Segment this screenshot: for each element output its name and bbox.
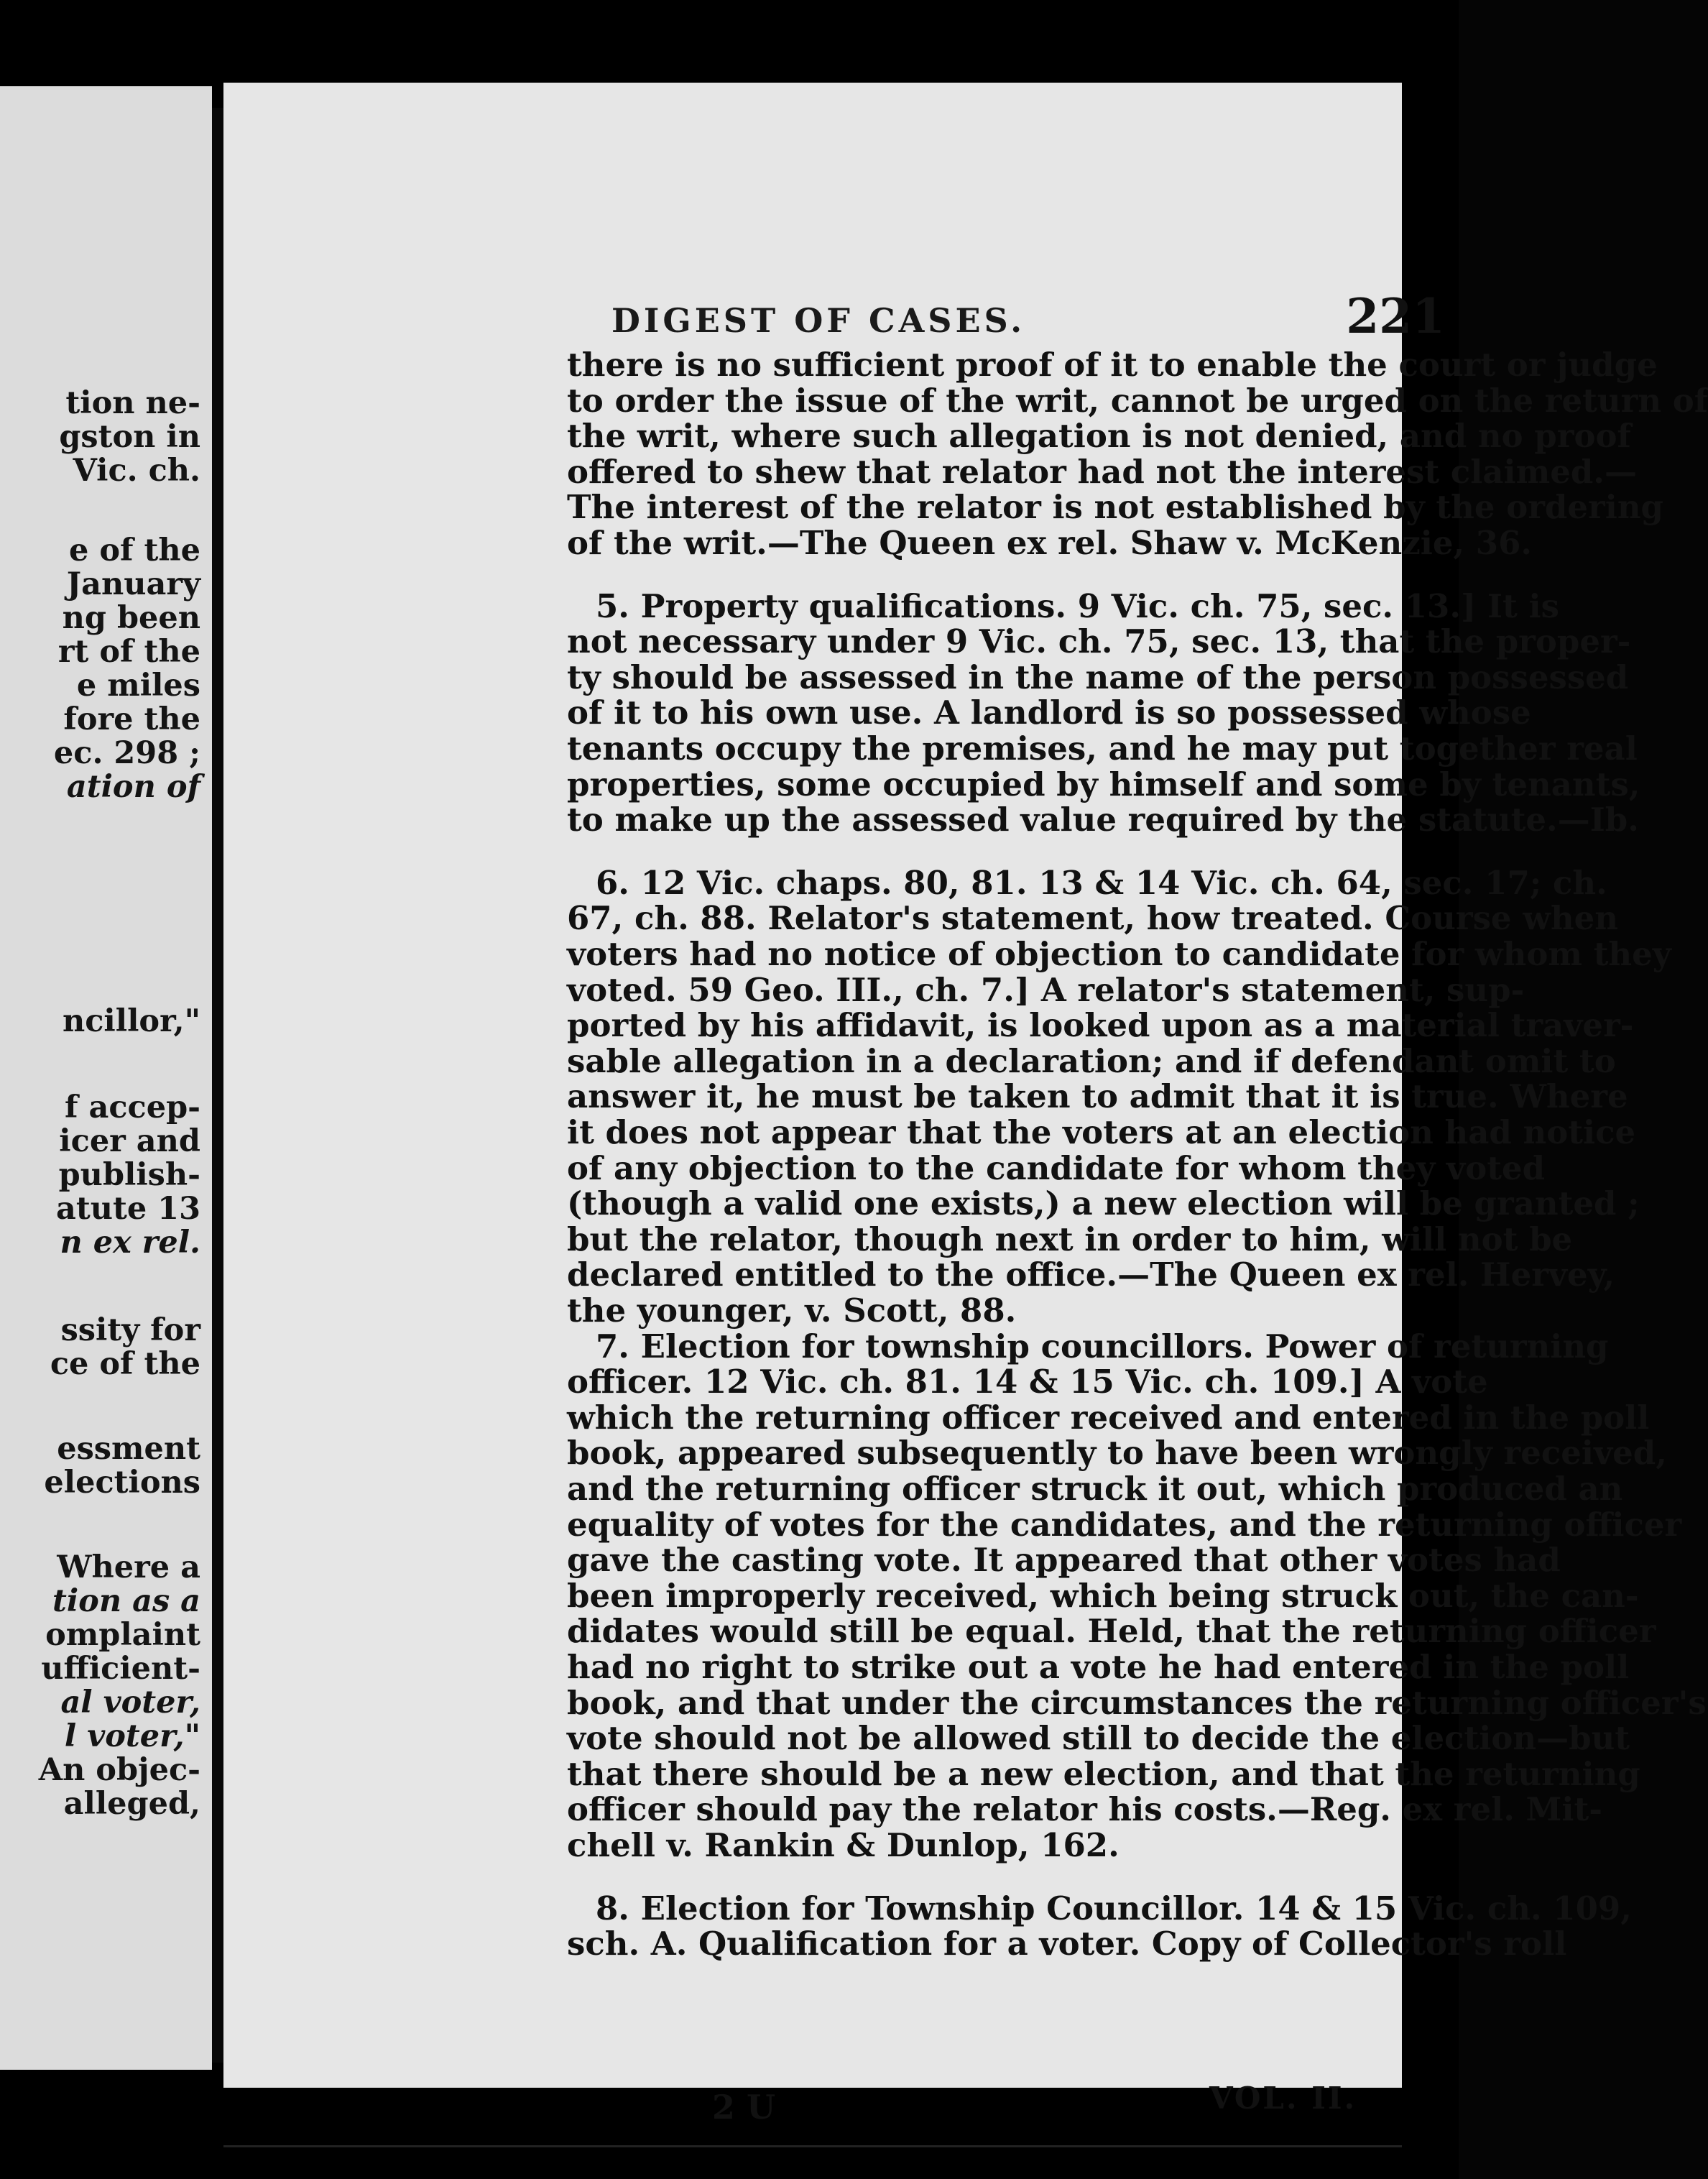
text-line: and the returning officer struck it out, which produced an: [567, 1470, 1623, 1508]
facing-page-line: Vic. ch.: [73, 453, 200, 489]
text-line: 8. Election for Township Councillor. 14 & 15 Vic. ch. 109,: [596, 1889, 1632, 1927]
page-header: [611, 288, 1445, 346]
facing-page-line: elections: [44, 1465, 200, 1501]
text-line: tenants occupy the premises, and he may put together real: [567, 729, 1638, 768]
facing-page-line: omplaint: [45, 1617, 200, 1653]
facing-page-line: icer and: [59, 1123, 200, 1159]
text-line: been improperly received, which being struck out, the can-: [567, 1576, 1639, 1615]
text-line: that there should be a new election, and that the returning: [567, 1754, 1640, 1793]
facing-page-line: n ex rel.: [60, 1225, 200, 1261]
text-line: it does not appear that the voters at an election had notice: [567, 1113, 1636, 1151]
facing-page-line: tion ne-: [65, 385, 200, 421]
facing-page-line: ufficient-: [41, 1651, 200, 1687]
facing-page-line: ation of: [66, 769, 200, 805]
facing-page-line: ssity for: [60, 1312, 200, 1348]
text-line: ported by his affidavit, is looked upon as a material traver-: [567, 1006, 1634, 1045]
text-line: to make up the assessed value required by the statute.—Ib.: [567, 801, 1639, 839]
facing-page-line: tion as a: [52, 1583, 200, 1619]
facing-page-line: ec. 298 ;: [53, 735, 200, 771]
text-line: declared entitled to the office.—The Queen ex rel. Hervey,: [567, 1256, 1615, 1294]
text-line: 5. Property qualifications. 9 Vic. ch. 75, sec. 13.] It is: [596, 586, 1559, 625]
facing-page-line: ng been: [62, 600, 200, 636]
text-line: officer. 12 Vic. ch. 81. 14 & 15 Vic. ch. 109.] A vote: [567, 1363, 1488, 1401]
facing-page-line: Where a: [57, 1549, 200, 1585]
text-line: of it to his own use. A landlord is so possessed whose: [567, 694, 1531, 732]
text-line: book, and that under the circumstances the returning officer's: [567, 1683, 1707, 1722]
text-line: voted. 59 Geo. III., ch. 7.] A relator's statement, sup-: [567, 970, 1525, 1009]
facing-page-line: e of the: [69, 533, 200, 568]
facing-page-line: rt of the: [57, 634, 200, 670]
text-line: ty should be assessed in the name of the person possessed: [567, 658, 1629, 696]
facing-page-line: An objec-: [38, 1752, 200, 1788]
facing-page-fragment: [0, 86, 212, 2070]
bottom-rule: [223, 2145, 1402, 2147]
facing-page-line: publish-: [58, 1157, 200, 1193]
text-line: didates would still be equal. Held, that the returning officer: [567, 1612, 1656, 1651]
text-line: properties, some occupied by himself and some by tenants,: [567, 765, 1640, 803]
text-line: offered to shew that relator had not the interest claimed.—: [567, 452, 1637, 491]
facing-page-line: f accep-: [65, 1090, 200, 1125]
text-line: there is no sufficient proof of it to enable the court or judge: [567, 346, 1658, 384]
text-line: voters had no notice of objection to candidate for whom they: [567, 935, 1671, 973]
facing-page-line: e miles: [76, 668, 200, 704]
text-line: (though a valid one exists,) a new election will be granted ;: [567, 1184, 1640, 1223]
facing-page-line: ce of the: [50, 1346, 200, 1382]
text-line: chell v. Rankin & Dunlop, 162.: [567, 1826, 1120, 1864]
facing-page-line: al voter,: [60, 1685, 200, 1720]
text-line: of any objection to the candidate for whom they voted: [567, 1148, 1546, 1187]
text-line: not necessary under 9 Vic. ch. 75, sec. 13, that the proper-: [567, 622, 1631, 661]
book-page: [223, 83, 1708, 2127]
text-line: officer should pay the relator his costs.—Reg. ex rel. Mit-: [567, 1790, 1602, 1829]
text-line: 67, ch. 88. Relator's statement, how treated. Course when: [567, 899, 1619, 938]
facing-page-line: essment: [57, 1431, 200, 1467]
facing-page-line: l voter,": [64, 1718, 200, 1754]
text-line: equality of votes for the candidates, and the returning officer: [567, 1505, 1682, 1544]
text-line: the younger, v. Scott, 88.: [567, 1291, 1017, 1330]
page-footer: [223, 2081, 1402, 2131]
signature-mark: 2 U: [712, 2088, 776, 2127]
page-gutter: [212, 108, 223, 2063]
text-line: 7. Election for township councillors. Power of returning: [596, 1327, 1609, 1365]
text-line: book, appeared subsequently to have been wrongly received,: [567, 1434, 1667, 1473]
facing-page-line: alleged,: [63, 1786, 200, 1822]
page-number: 221: [1346, 288, 1445, 344]
facing-page-line: atute 13: [55, 1191, 200, 1227]
text-line: but the relator, though next in order to him, will not be: [567, 1220, 1573, 1258]
text-line: vote should not be allowed still to decide the election—but: [567, 1719, 1630, 1758]
facing-page-line: January: [66, 566, 200, 602]
running-head: DIGEST OF CASES.: [611, 301, 1026, 340]
text-line: of the writ.—The Queen ex rel. Shaw v. McKenzie, 36.: [567, 524, 1533, 562]
text-line: had no right to strike out a vote he had entered in the poll: [567, 1648, 1630, 1686]
text-line: sable allegation in a declaration; and if defendant omit to: [567, 1041, 1616, 1080]
text-line: answer it, he must be taken to admit that it is true. Where: [567, 1077, 1628, 1116]
text-line: gave the casting vote. It appeared that other votes had: [567, 1541, 1561, 1580]
text-line: 6. 12 Vic. chaps. 80, 81. 13 & 14 Vic. ch. 64, sec. 17; ch.: [596, 863, 1607, 902]
facing-page-line: ncillor,": [62, 1003, 200, 1039]
facing-page-line: gston in: [59, 419, 200, 455]
text-line: to order the issue of the writ, cannot be urged on the return of: [567, 381, 1708, 420]
facing-page-line: fore the: [63, 701, 200, 737]
text-line: the writ, where such allegation is not denied, and no proof: [567, 417, 1631, 456]
text-line: which the returning officer received and entered in the poll: [567, 1398, 1650, 1437]
volume-label: VOL. II.: [1209, 2081, 1357, 2116]
text-line: The interest of the relator is not established by the ordering: [567, 488, 1664, 527]
text-line: sch. A. Qualification for a voter. Copy of Collector's roll: [567, 1925, 1567, 1963]
